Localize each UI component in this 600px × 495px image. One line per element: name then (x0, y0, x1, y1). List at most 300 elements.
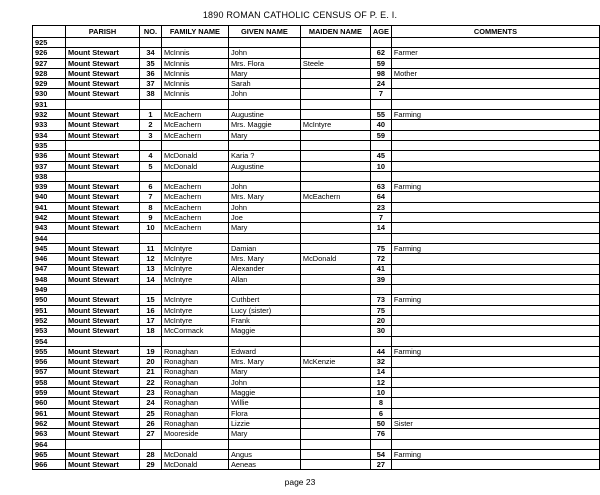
cell-maiden-name (300, 295, 370, 305)
cell-given-name: Mary (228, 367, 300, 377)
cell-family-name: McInnis (161, 48, 228, 58)
cell-maiden-name (300, 388, 370, 398)
table-row (33, 68, 600, 78)
table-row (33, 418, 600, 428)
cell-age: 7 (370, 213, 391, 223)
cell-given-name: Karia ? (228, 151, 300, 161)
cell-age: 73 (370, 295, 391, 305)
table-row (33, 38, 600, 48)
cell-household-no: 4 (139, 151, 161, 161)
cell-household-no: 3 (139, 130, 161, 140)
cell-age: 50 (370, 418, 391, 428)
cell-age: 98 (370, 68, 391, 78)
cell-age (370, 233, 391, 243)
cell-family-name: McInnis (161, 68, 228, 78)
cell-maiden-name (300, 213, 370, 223)
cell-comments: Farming (391, 182, 599, 192)
cell-parish: Mount Stewart (65, 182, 139, 192)
page-title: 1890 ROMAN CATHOLIC CENSUS OF P. E. I. (202, 10, 398, 20)
cell-age: 72 (370, 254, 391, 264)
cell-comments: Farming (391, 295, 599, 305)
cell-maiden-name (300, 233, 370, 243)
cell-family-name: McIntyre (161, 264, 228, 274)
cell-parish: Mount Stewart (65, 130, 139, 140)
cell-given-name: Maggie (228, 326, 300, 336)
cell-parish (65, 233, 139, 243)
cell-maiden-name (300, 171, 370, 181)
cell-given-name: Flora (228, 408, 300, 418)
cell-parish: Mount Stewart (65, 120, 139, 130)
cell-family-name: Ronaghan (161, 388, 228, 398)
cell-maiden-name (300, 316, 370, 326)
cell-age: 10 (370, 388, 391, 398)
cell-parish: Mount Stewart (65, 68, 139, 78)
cell-given-name: Maggie (228, 388, 300, 398)
cell-family-name: McDonald (161, 460, 228, 470)
cell-parish (65, 38, 139, 48)
cell-given-name: Mary (228, 223, 300, 233)
cell-entry-number: 949 (33, 285, 66, 295)
table-row (33, 357, 600, 367)
cell-age: 54 (370, 449, 391, 459)
cell-family-name: Ronaghan (161, 357, 228, 367)
cell-entry-number: 931 (33, 99, 66, 109)
cell-comments (391, 357, 599, 367)
cell-parish (65, 285, 139, 295)
cell-parish: Mount Stewart (65, 274, 139, 284)
cell-parish: Mount Stewart (65, 243, 139, 253)
cell-age: 62 (370, 48, 391, 58)
cell-parish: Mount Stewart (65, 223, 139, 233)
cell-parish: Mount Stewart (65, 429, 139, 439)
cell-entry-number: 939 (33, 182, 66, 192)
cell-comments (391, 213, 599, 223)
table-row (33, 326, 600, 336)
cell-family-name: McIntyre (161, 305, 228, 315)
cell-given-name (228, 439, 300, 449)
cell-household-no (139, 285, 161, 295)
table-row (33, 99, 600, 109)
cell-comments (391, 140, 599, 150)
table-row (33, 439, 600, 449)
cell-comments (391, 192, 599, 202)
cell-family-name (161, 285, 228, 295)
cell-age: 6 (370, 408, 391, 418)
cell-maiden-name (300, 460, 370, 470)
cell-age: 32 (370, 357, 391, 367)
table-row (33, 429, 600, 439)
cell-given-name: Mrs. Mary (228, 357, 300, 367)
cell-parish: Mount Stewart (65, 48, 139, 58)
cell-given-name (228, 285, 300, 295)
cell-family-name: Ronaghan (161, 377, 228, 387)
cell-parish: Mount Stewart (65, 357, 139, 367)
cell-household-no: 7 (139, 192, 161, 202)
cell-maiden-name (300, 243, 370, 253)
cell-parish: Mount Stewart (65, 264, 139, 274)
cell-age: 44 (370, 346, 391, 356)
cell-given-name (228, 140, 300, 150)
cell-household-no: 25 (139, 408, 161, 418)
cell-comments (391, 388, 599, 398)
cell-comments (391, 305, 599, 315)
cell-family-name: McEachern (161, 182, 228, 192)
cell-comments: Mother (391, 68, 599, 78)
cell-parish (65, 171, 139, 181)
cell-family-name (161, 171, 228, 181)
cell-household-no (139, 171, 161, 181)
cell-age: 27 (370, 460, 391, 470)
cell-comments: Farming (391, 110, 599, 120)
cell-entry-number: 953 (33, 326, 66, 336)
cell-entry-number: 964 (33, 439, 66, 449)
cell-family-name (161, 439, 228, 449)
cell-entry-number: 957 (33, 367, 66, 377)
cell-comments (391, 79, 599, 89)
cell-given-name: Alexander (228, 264, 300, 274)
cell-maiden-name (300, 79, 370, 89)
cell-given-name: Angus (228, 449, 300, 459)
cell-family-name: McIntyre (161, 295, 228, 305)
cell-comments: Farming (391, 449, 599, 459)
cell-maiden-name (300, 140, 370, 150)
col-header-age: AGE (370, 26, 391, 38)
cell-age: 45 (370, 151, 391, 161)
cell-entry-number: 962 (33, 418, 66, 428)
cell-given-name: Augustine (228, 161, 300, 171)
cell-household-no: 29 (139, 460, 161, 470)
cell-family-name: Ronaghan (161, 418, 228, 428)
cell-entry-number: 932 (33, 110, 66, 120)
cell-entry-number: 948 (33, 274, 66, 284)
cell-given-name: Damian (228, 243, 300, 253)
table-row (33, 151, 600, 161)
cell-family-name (161, 233, 228, 243)
cell-maiden-name (300, 346, 370, 356)
page-number: page 23 (284, 477, 316, 487)
cell-household-no: 14 (139, 274, 161, 284)
cell-entry-number: 927 (33, 58, 66, 68)
cell-household-no (139, 140, 161, 150)
cell-household-no: 12 (139, 254, 161, 264)
cell-family-name (161, 336, 228, 346)
cell-comments: Sister (391, 418, 599, 428)
cell-maiden-name (300, 285, 370, 295)
census-table (32, 25, 600, 470)
cell-given-name: Mrs. Maggie (228, 120, 300, 130)
cell-given-name (228, 38, 300, 48)
cell-household-no (139, 439, 161, 449)
table-row (33, 233, 600, 243)
cell-entry-number: 956 (33, 357, 66, 367)
cell-age: 76 (370, 429, 391, 439)
cell-household-no: 16 (139, 305, 161, 315)
cell-age: 39 (370, 274, 391, 284)
cell-parish (65, 439, 139, 449)
col-header-entry (33, 26, 66, 38)
cell-parish (65, 99, 139, 109)
cell-maiden-name (300, 99, 370, 109)
cell-comments (391, 367, 599, 377)
cell-age: 24 (370, 79, 391, 89)
cell-family-name: McInnis (161, 58, 228, 68)
cell-family-name: McInnis (161, 79, 228, 89)
cell-given-name: John (228, 89, 300, 99)
col-header-maiden-name: MAIDEN NAME (300, 26, 370, 38)
cell-family-name (161, 140, 228, 150)
cell-entry-number: 961 (33, 408, 66, 418)
cell-comments (391, 233, 599, 243)
cell-entry-number: 938 (33, 171, 66, 181)
col-header-parish: PARISH (65, 26, 139, 38)
cell-household-no (139, 233, 161, 243)
cell-family-name: Ronaghan (161, 398, 228, 408)
cell-given-name: Allan (228, 274, 300, 284)
table-row (33, 449, 600, 459)
cell-maiden-name (300, 367, 370, 377)
cell-maiden-name (300, 449, 370, 459)
table-row (33, 336, 600, 346)
cell-family-name: McIntyre (161, 243, 228, 253)
cell-maiden-name (300, 439, 370, 449)
table-row (33, 346, 600, 356)
cell-household-no: 23 (139, 388, 161, 398)
table-row (33, 316, 600, 326)
cell-entry-number: 925 (33, 38, 66, 48)
cell-household-no: 36 (139, 68, 161, 78)
table-row (33, 243, 600, 253)
cell-parish: Mount Stewart (65, 79, 139, 89)
cell-given-name (228, 99, 300, 109)
cell-maiden-name (300, 38, 370, 48)
cell-age: 64 (370, 192, 391, 202)
table-row (33, 130, 600, 140)
cell-parish: Mount Stewart (65, 377, 139, 387)
cell-comments (391, 326, 599, 336)
cell-family-name: McEachern (161, 120, 228, 130)
cell-comments (391, 398, 599, 408)
cell-family-name: McDonald (161, 151, 228, 161)
cell-family-name (161, 38, 228, 48)
table-row (33, 120, 600, 130)
cell-family-name: McEachern (161, 202, 228, 212)
cell-parish: Mount Stewart (65, 326, 139, 336)
cell-parish (65, 140, 139, 150)
cell-parish (65, 336, 139, 346)
cell-parish: Mount Stewart (65, 398, 139, 408)
cell-entry-number: 929 (33, 79, 66, 89)
cell-family-name: McInnis (161, 89, 228, 99)
cell-comments (391, 120, 599, 130)
cell-age: 14 (370, 223, 391, 233)
cell-comments: Farming (391, 346, 599, 356)
cell-family-name: Ronaghan (161, 408, 228, 418)
cell-comments (391, 254, 599, 264)
table-row (33, 48, 600, 58)
cell-given-name: Cuthbert (228, 295, 300, 305)
cell-maiden-name (300, 182, 370, 192)
cell-maiden-name (300, 151, 370, 161)
cell-household-no (139, 336, 161, 346)
cell-household-no: 19 (139, 346, 161, 356)
cell-parish: Mount Stewart (65, 161, 139, 171)
cell-comments (391, 130, 599, 140)
cell-comments (391, 377, 599, 387)
cell-maiden-name: McDonald (300, 254, 370, 264)
cell-household-no: 20 (139, 357, 161, 367)
cell-comments (391, 171, 599, 181)
cell-entry-number: 935 (33, 140, 66, 150)
cell-maiden-name: McKenzie (300, 357, 370, 367)
cell-parish: Mount Stewart (65, 295, 139, 305)
cell-maiden-name (300, 110, 370, 120)
cell-given-name: Willie (228, 398, 300, 408)
table-row (33, 254, 600, 264)
cell-maiden-name (300, 274, 370, 284)
cell-entry-number: 945 (33, 243, 66, 253)
table-row (33, 408, 600, 418)
cell-maiden-name (300, 408, 370, 418)
cell-household-no: 9 (139, 213, 161, 223)
table-row (33, 377, 600, 387)
cell-maiden-name (300, 429, 370, 439)
cell-parish: Mount Stewart (65, 192, 139, 202)
cell-family-name: McDonald (161, 449, 228, 459)
cell-comments (391, 202, 599, 212)
cell-given-name: John (228, 202, 300, 212)
cell-entry-number: 942 (33, 213, 66, 223)
cell-age: 7 (370, 89, 391, 99)
cell-household-no: 11 (139, 243, 161, 253)
cell-entry-number: 928 (33, 68, 66, 78)
table-row (33, 213, 600, 223)
cell-age: 12 (370, 377, 391, 387)
col-header-no: NO. (139, 26, 161, 38)
cell-parish: Mount Stewart (65, 346, 139, 356)
cell-family-name: McIntyre (161, 274, 228, 284)
cell-given-name: John (228, 377, 300, 387)
cell-household-no: 26 (139, 418, 161, 428)
cell-entry-number: 937 (33, 161, 66, 171)
cell-family-name: McCormack (161, 326, 228, 336)
cell-household-no: 27 (139, 429, 161, 439)
cell-parish: Mount Stewart (65, 408, 139, 418)
cell-given-name: Mary (228, 68, 300, 78)
cell-maiden-name (300, 161, 370, 171)
table-row (33, 285, 600, 295)
cell-maiden-name (300, 305, 370, 315)
cell-household-no: 17 (139, 316, 161, 326)
cell-comments (391, 99, 599, 109)
cell-comments (391, 439, 599, 449)
cell-given-name: John (228, 48, 300, 58)
cell-maiden-name (300, 398, 370, 408)
cell-age (370, 171, 391, 181)
cell-age: 8 (370, 398, 391, 408)
table-row (33, 161, 600, 171)
cell-given-name: Sarah (228, 79, 300, 89)
cell-parish: Mount Stewart (65, 151, 139, 161)
cell-given-name: Edward (228, 346, 300, 356)
table-row (33, 460, 600, 470)
cell-entry-number: 952 (33, 316, 66, 326)
table-row (33, 202, 600, 212)
cell-given-name: Augustine (228, 110, 300, 120)
cell-maiden-name (300, 377, 370, 387)
cell-entry-number: 963 (33, 429, 66, 439)
cell-maiden-name: McIntyre (300, 120, 370, 130)
cell-parish: Mount Stewart (65, 58, 139, 68)
cell-parish: Mount Stewart (65, 388, 139, 398)
cell-given-name (228, 336, 300, 346)
table-row (33, 264, 600, 274)
cell-entry-number: 951 (33, 305, 66, 315)
cell-parish: Mount Stewart (65, 89, 139, 99)
cell-family-name: McEachern (161, 110, 228, 120)
cell-entry-number: 950 (33, 295, 66, 305)
cell-household-no: 15 (139, 295, 161, 305)
cell-age (370, 439, 391, 449)
cell-household-no: 6 (139, 182, 161, 192)
cell-given-name: Joe (228, 213, 300, 223)
cell-comments (391, 38, 599, 48)
cell-entry-number: 955 (33, 346, 66, 356)
cell-parish: Mount Stewart (65, 367, 139, 377)
cell-family-name: McEachern (161, 192, 228, 202)
cell-household-no (139, 99, 161, 109)
cell-entry-number: 936 (33, 151, 66, 161)
cell-family-name: McEachern (161, 130, 228, 140)
cell-household-no: 22 (139, 377, 161, 387)
cell-family-name: McEachern (161, 223, 228, 233)
cell-household-no: 24 (139, 398, 161, 408)
cell-age: 41 (370, 264, 391, 274)
cell-household-no: 5 (139, 161, 161, 171)
cell-maiden-name (300, 202, 370, 212)
cell-parish: Mount Stewart (65, 254, 139, 264)
cell-age (370, 99, 391, 109)
table-row (33, 89, 600, 99)
cell-maiden-name (300, 48, 370, 58)
cell-comments (391, 151, 599, 161)
table-row (33, 388, 600, 398)
cell-entry-number: 966 (33, 460, 66, 470)
cell-comments (391, 274, 599, 284)
cell-family-name: McIntyre (161, 316, 228, 326)
cell-household-no: 35 (139, 58, 161, 68)
cell-given-name: Frank (228, 316, 300, 326)
cell-given-name: Lucy (sister) (228, 305, 300, 315)
cell-family-name: McEachern (161, 213, 228, 223)
cell-maiden-name (300, 264, 370, 274)
cell-age (370, 336, 391, 346)
cell-comments (391, 408, 599, 418)
cell-entry-number: 946 (33, 254, 66, 264)
cell-age (370, 285, 391, 295)
cell-age: 75 (370, 305, 391, 315)
cell-entry-number: 947 (33, 264, 66, 274)
cell-age: 30 (370, 326, 391, 336)
cell-given-name: Mary (228, 130, 300, 140)
cell-household-no: 2 (139, 120, 161, 130)
cell-given-name (228, 171, 300, 181)
cell-family-name (161, 99, 228, 109)
cell-comments (391, 223, 599, 233)
cell-entry-number: 941 (33, 202, 66, 212)
table-row (33, 274, 600, 284)
cell-comments (391, 89, 599, 99)
cell-household-no: 1 (139, 110, 161, 120)
